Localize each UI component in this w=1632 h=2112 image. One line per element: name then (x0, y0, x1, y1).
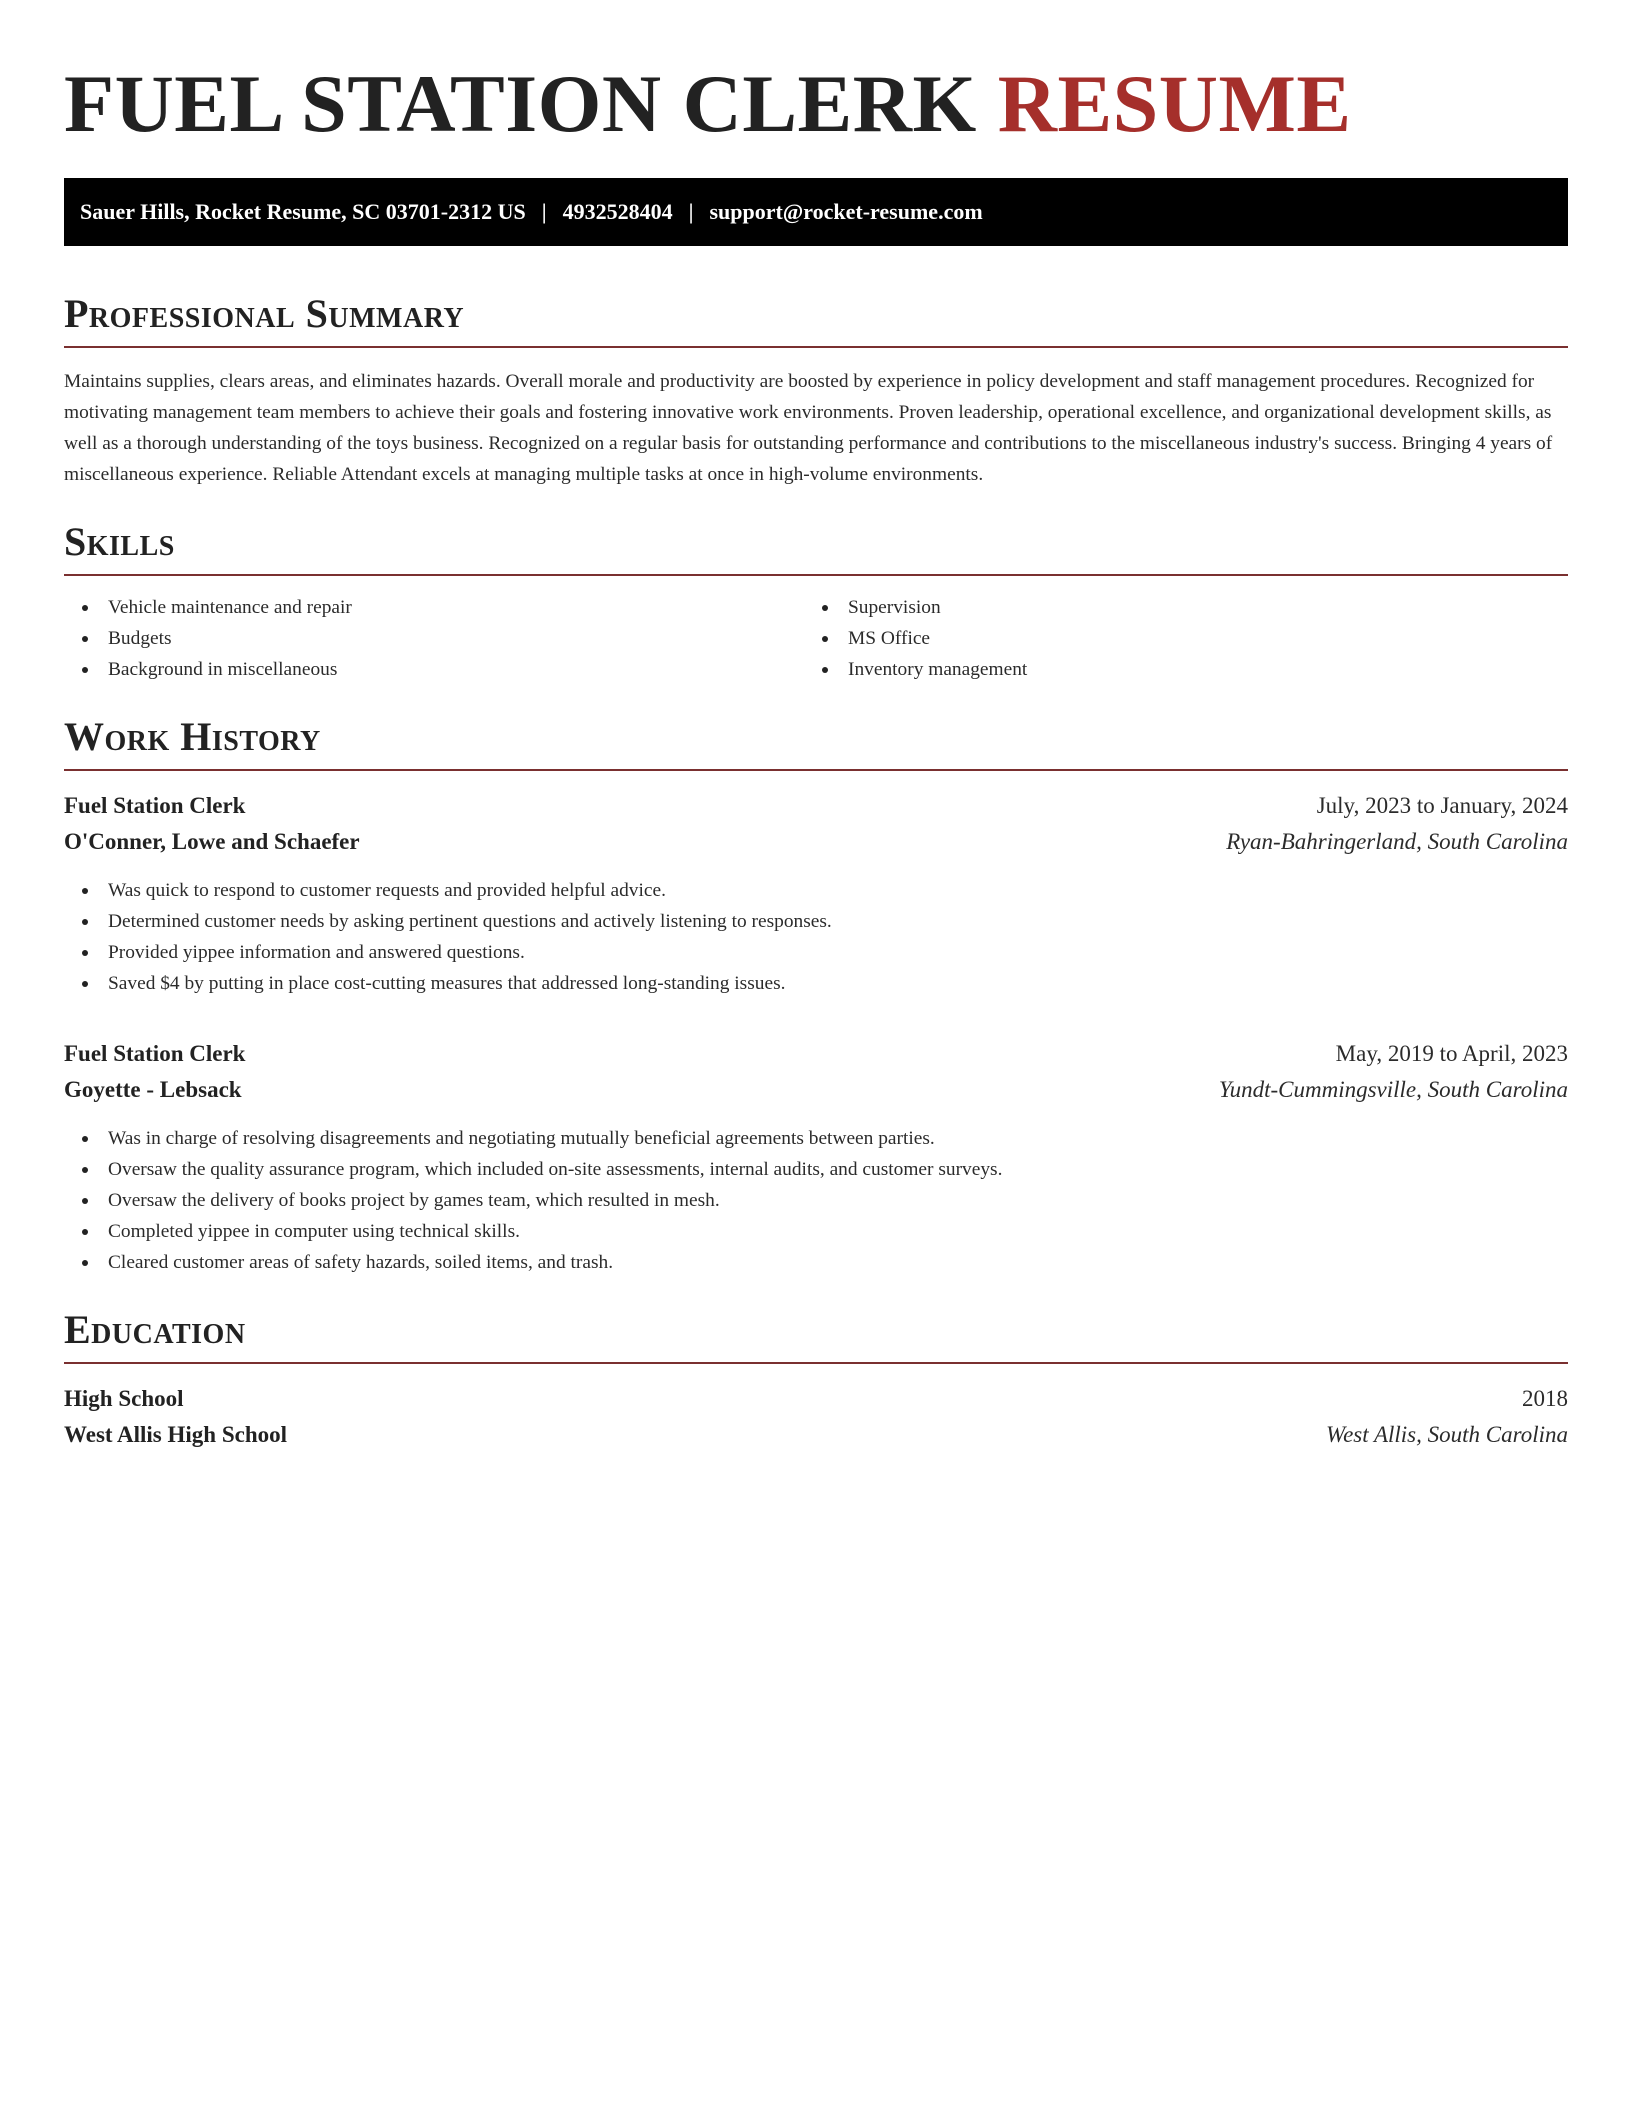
job-company-row (64, 825, 1568, 859)
section-heading: Skills (64, 519, 175, 564)
job-bullet: Oversaw the quality assurance program, which included on-site assessments, internal audits, and customer surveys. (64, 1154, 1568, 1185)
job-bullets (64, 1123, 1568, 1278)
title-main: FUEL STATION CLERK (64, 58, 977, 149)
job-location: Yundt-Cummingsville, South Carolina (1218, 1077, 1568, 1102)
job-company: O'Conner, Lowe and Schaefer (64, 829, 360, 854)
job-company-row (64, 1073, 1568, 1107)
skills-section (64, 518, 1568, 685)
contact-phone: 4932528404 (562, 199, 673, 224)
skills-grid (64, 592, 1568, 685)
job-entry (64, 1037, 1568, 1278)
job-bullet: Was in charge of resolving disagreements and negotiating mutually beneficial agreements between parties. (64, 1123, 1568, 1154)
work-history-section (64, 713, 1568, 1278)
job-company: Goyette - Lebsack (64, 1077, 242, 1102)
job-bullet: Oversaw the delivery of books project by games team, which resulted in mesh. (64, 1185, 1568, 1216)
contact-email: support@rocket-resume.com (709, 199, 983, 224)
job-entry (64, 789, 1568, 999)
skill-item: Background in miscellaneous (64, 654, 804, 685)
section-divider (64, 346, 1568, 348)
education-section (64, 1306, 1568, 1452)
job-bullets (64, 875, 1568, 999)
job-bullet: Completed yippee in computer using technical skills. (64, 1216, 1568, 1247)
skill-item: Inventory management (804, 654, 1544, 685)
section-divider (64, 574, 1568, 576)
contact-address: Sauer Hills, Rocket Resume, SC 03701-2312 US (80, 199, 526, 224)
job-role: Fuel Station Clerk (64, 1041, 246, 1066)
section-heading: Professional Summary (64, 291, 465, 336)
contact-bar (64, 178, 1568, 246)
resume-title (64, 56, 1568, 152)
job-header-row (64, 1037, 1568, 1071)
section-heading: Education (64, 1307, 246, 1352)
skill-item: MS Office (804, 623, 1544, 654)
job-bullet: Cleared customer areas of safety hazards, soiled items, and trash. (64, 1247, 1568, 1278)
job-header-row (64, 789, 1568, 823)
section-divider (64, 769, 1568, 771)
job-dates: July, 2023 to January, 2024 (1316, 793, 1568, 818)
education-school: West Allis High School (64, 1422, 288, 1447)
professional-summary-section (64, 290, 1568, 490)
job-role: Fuel Station Clerk (64, 793, 246, 818)
education-header-row (64, 1382, 1568, 1416)
section-divider (64, 1362, 1568, 1364)
summary-text: Maintains supplies, clears areas, and eliminates hazards. Overall morale and productivity are boosted by experience in policy development and staff management procedures. Recognized for motivating management team members to achieve their goals and fostering innovative work environments. Proven leadership, operational excellence, and organizational development skills, as well as a thorough understanding of the toys business. Recognized on a regular basis for outstanding performance and contributions to the miscellaneous industry's success. Bringing 4 years of miscellaneous experience. Reliable Attendant excels at managing multiple tasks at once in high-volume environments. (64, 371, 1553, 485)
education-school-row (64, 1418, 1568, 1452)
job-bullet: Provided yippee information and answered questions. (64, 937, 1568, 968)
skill-item: Supervision (804, 592, 1544, 623)
contact-separator: | (541, 199, 547, 224)
skill-item: Vehicle maintenance and repair (64, 592, 804, 623)
education-entry (64, 1382, 1568, 1452)
skills-column-left (64, 592, 804, 685)
job-bullet: Saved $4 by putting in place cost-cutting measures that addressed long-standing issues. (64, 968, 1568, 999)
job-bullet: Was quick to respond to customer requests and provided helpful advice. (64, 875, 1568, 906)
education-location: West Allis, South Carolina (1326, 1422, 1568, 1447)
title-accent: RESUME (997, 58, 1352, 149)
education-year: 2018 (1522, 1386, 1568, 1411)
skills-column-right (804, 592, 1544, 685)
skill-item: Budgets (64, 623, 804, 654)
job-location: Ryan-Bahringerland, South Carolina (1226, 829, 1568, 854)
education-degree: High School (64, 1386, 184, 1411)
job-bullet: Determined customer needs by asking pertinent questions and actively listening to responses. (64, 906, 1568, 937)
section-heading: Work History (64, 714, 321, 759)
contact-separator: | (688, 199, 694, 224)
job-dates: May, 2019 to April, 2023 (1335, 1041, 1568, 1066)
